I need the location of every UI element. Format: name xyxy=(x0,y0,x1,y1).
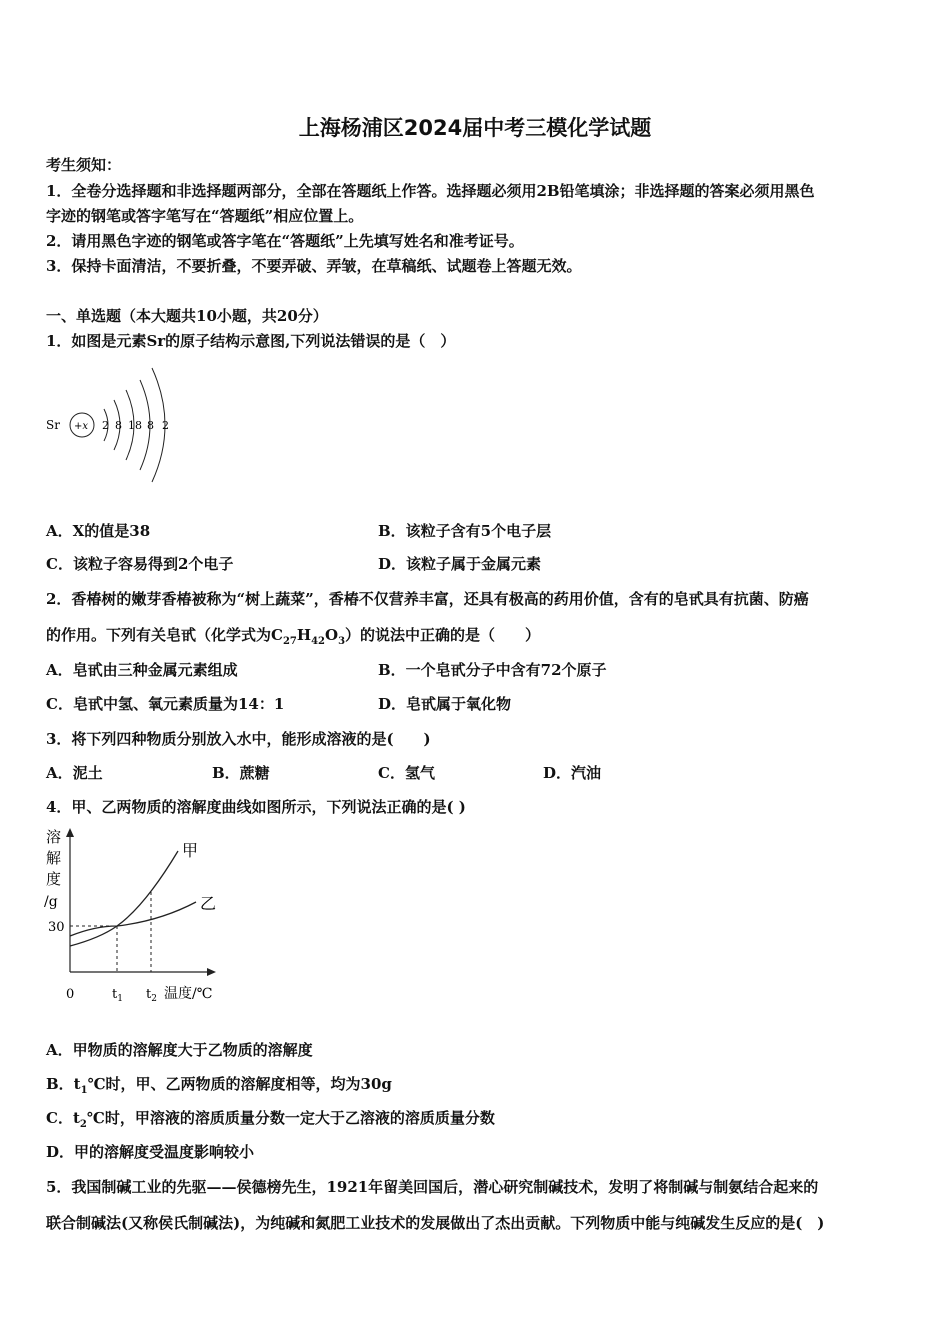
q4-curve-jia-label: 甲 xyxy=(182,841,199,860)
q2-option-d: D．皂甙属于氧化物 xyxy=(378,695,512,713)
q4-x-tick-t2-sub: 2 xyxy=(151,994,157,1004)
q3-option-a: A．泥土 xyxy=(46,764,103,782)
q2-stem-a: 2．香椿树的嫩芽香椿被称为“树上蔬菜”，香椿不仅营养丰富，还具有极高的药用价值，含有的皂甙具有抗菌、防癌 xyxy=(46,590,809,608)
section-heading: 一、单选题（本大题共10小题，共20分） xyxy=(46,307,328,325)
q2-option-a: A．皂甙由三种金属元素组成 xyxy=(46,661,238,679)
q4-curve-yi-label: 乙 xyxy=(200,894,217,913)
q4-option-b xyxy=(46,1073,392,1096)
q2-formula-o: O xyxy=(324,626,339,644)
q4-x-tick-t2-letter: t xyxy=(146,987,152,1002)
q2-formula-h: H xyxy=(296,626,312,644)
q1-atom-diagram xyxy=(40,362,190,492)
q4-x-tick-t1 xyxy=(112,987,123,1004)
q1-option-a: A．X的值是38 xyxy=(46,522,151,540)
q4-option-b-pre: B．t xyxy=(46,1075,81,1093)
q4-option-b-sub: 1 xyxy=(80,1085,88,1096)
q4-ylabel-char-2: 解 xyxy=(46,849,62,867)
q4-ylabel-char-4: /g xyxy=(44,894,58,910)
notice-item-1b: 字迹的钢笔或答字笔写在“答题纸”相应位置上。 xyxy=(46,207,364,225)
q4-option-c-post: ℃时，甲溶液的溶质质量分数一定大于乙溶液的溶质质量分数 xyxy=(86,1109,495,1127)
q5-stem-a: 5．我国制碱工业的先驱——侯德榜先生，1921年留美回国后，潜心研究制碱技术，发明了将制碱与制氨结合起来的 xyxy=(46,1178,819,1196)
q2-stem-b-pre: 的作用。下列有关皂甙（化学式为C xyxy=(46,626,283,644)
q4-option-b-post: ℃时，甲、乙两物质的溶解度相等，均为30g xyxy=(87,1075,392,1093)
q2-stem-b xyxy=(46,624,540,647)
q4-y-tick-30: 30 xyxy=(48,920,65,935)
q1-option-b: B．该粒子含有5个电子层 xyxy=(378,522,552,540)
notice-item-1a: 1．全卷分选择题和非选择题两部分，全部在答题纸上作答。选择题必须用2B铅笔填涂；非选择题的答案必须用黑色 xyxy=(46,182,815,200)
q4-stem: 4．甲、乙两物质的溶解度曲线如图所示，下列说法正确的是( ) xyxy=(46,798,466,816)
q2-formula-sub-h: 42 xyxy=(311,636,325,647)
q3-option-b: B．蔗糖 xyxy=(212,764,270,782)
q4-x-tick-t1-letter: t xyxy=(112,987,118,1002)
notice-heading: 考生须知： xyxy=(46,156,122,174)
q4-curve-yi xyxy=(70,902,196,936)
q4-ylabel-char-1: 溶 xyxy=(46,828,62,846)
q3-option-c: C．氢气 xyxy=(378,764,435,782)
q4-curve-jia xyxy=(70,851,178,946)
q4-option-d: D．甲的溶解度受温度影响较小 xyxy=(46,1143,255,1161)
q1-option-c: C．该粒子容易得到2个电子 xyxy=(46,555,234,573)
q4-x-axis-arrow xyxy=(207,968,216,976)
q4-x-tick-t1-sub: 1 xyxy=(117,994,123,1004)
q5-stem-b: 联合制碱法(又称侯氏制碱法)，为纯碱和氮肥工业技术的发展做出了杰出贡献。下列物质中能与纯碱发生反应的是( ) xyxy=(46,1214,825,1232)
q4-option-a: A．甲物质的溶解度大于乙物质的溶解度 xyxy=(46,1041,313,1059)
q3-stem: 3．将下列四种物质分别放入水中，能形成溶液的是( ) xyxy=(46,730,431,748)
q2-option-c: C．皂甙中氢、氧元素质量为14：1 xyxy=(46,695,285,713)
q2-option-b: B．一个皂甙分子中含有72个原子 xyxy=(378,661,607,679)
q3-option-d: D．汽油 xyxy=(543,764,602,782)
q1-shell-count-1: 2 xyxy=(102,419,109,432)
q4-origin-label: 0 xyxy=(66,987,75,1002)
q1-option-d: D．该粒子属于金属元素 xyxy=(378,555,542,573)
q1-nucleus-charge: +x xyxy=(74,421,89,432)
q4-option-c-pre: C．t xyxy=(46,1109,80,1127)
q1-shell-count-2: 8 xyxy=(115,419,122,432)
q2-formula-sub-c: 27 xyxy=(282,636,297,647)
q4-solubility-chart xyxy=(40,826,230,1006)
q4-ylabel-char-3: 度 xyxy=(46,870,62,888)
q1-element-symbol: Sr xyxy=(46,418,60,432)
q1-shell-count-3: 18 xyxy=(128,419,142,432)
notice-item-3: 3．保持卡面清洁，不要折叠，不要弄破、弄皱，在草稿纸、试题卷上答题无效。 xyxy=(46,257,582,275)
notice-item-2: 2．请用黑色字迹的钢笔或答字笔在“答题纸”上先填写姓名和准考证号。 xyxy=(46,232,524,250)
q4-x-axis-label: 温度/℃ xyxy=(164,986,213,1002)
q4-y-axis-arrow xyxy=(66,828,74,837)
q4-option-c-sub: 2 xyxy=(79,1119,87,1130)
q4-option-c xyxy=(46,1107,495,1130)
q4-x-tick-t2 xyxy=(146,987,157,1004)
q1-shell-count-4: 8 xyxy=(147,419,154,432)
q2-stem-b-post: ）的说法中正确的是（ ） xyxy=(345,626,541,644)
q2-formula-sub-o: 3 xyxy=(338,636,346,647)
q1-shell-count-5: 2 xyxy=(162,419,169,432)
page-title: 上海杨浦区2024届中考三模化学试题 xyxy=(298,116,652,140)
q1-stem: 1．如图是元素Sr的原子结构示意图,下列说法错误的是（ ） xyxy=(46,332,456,350)
